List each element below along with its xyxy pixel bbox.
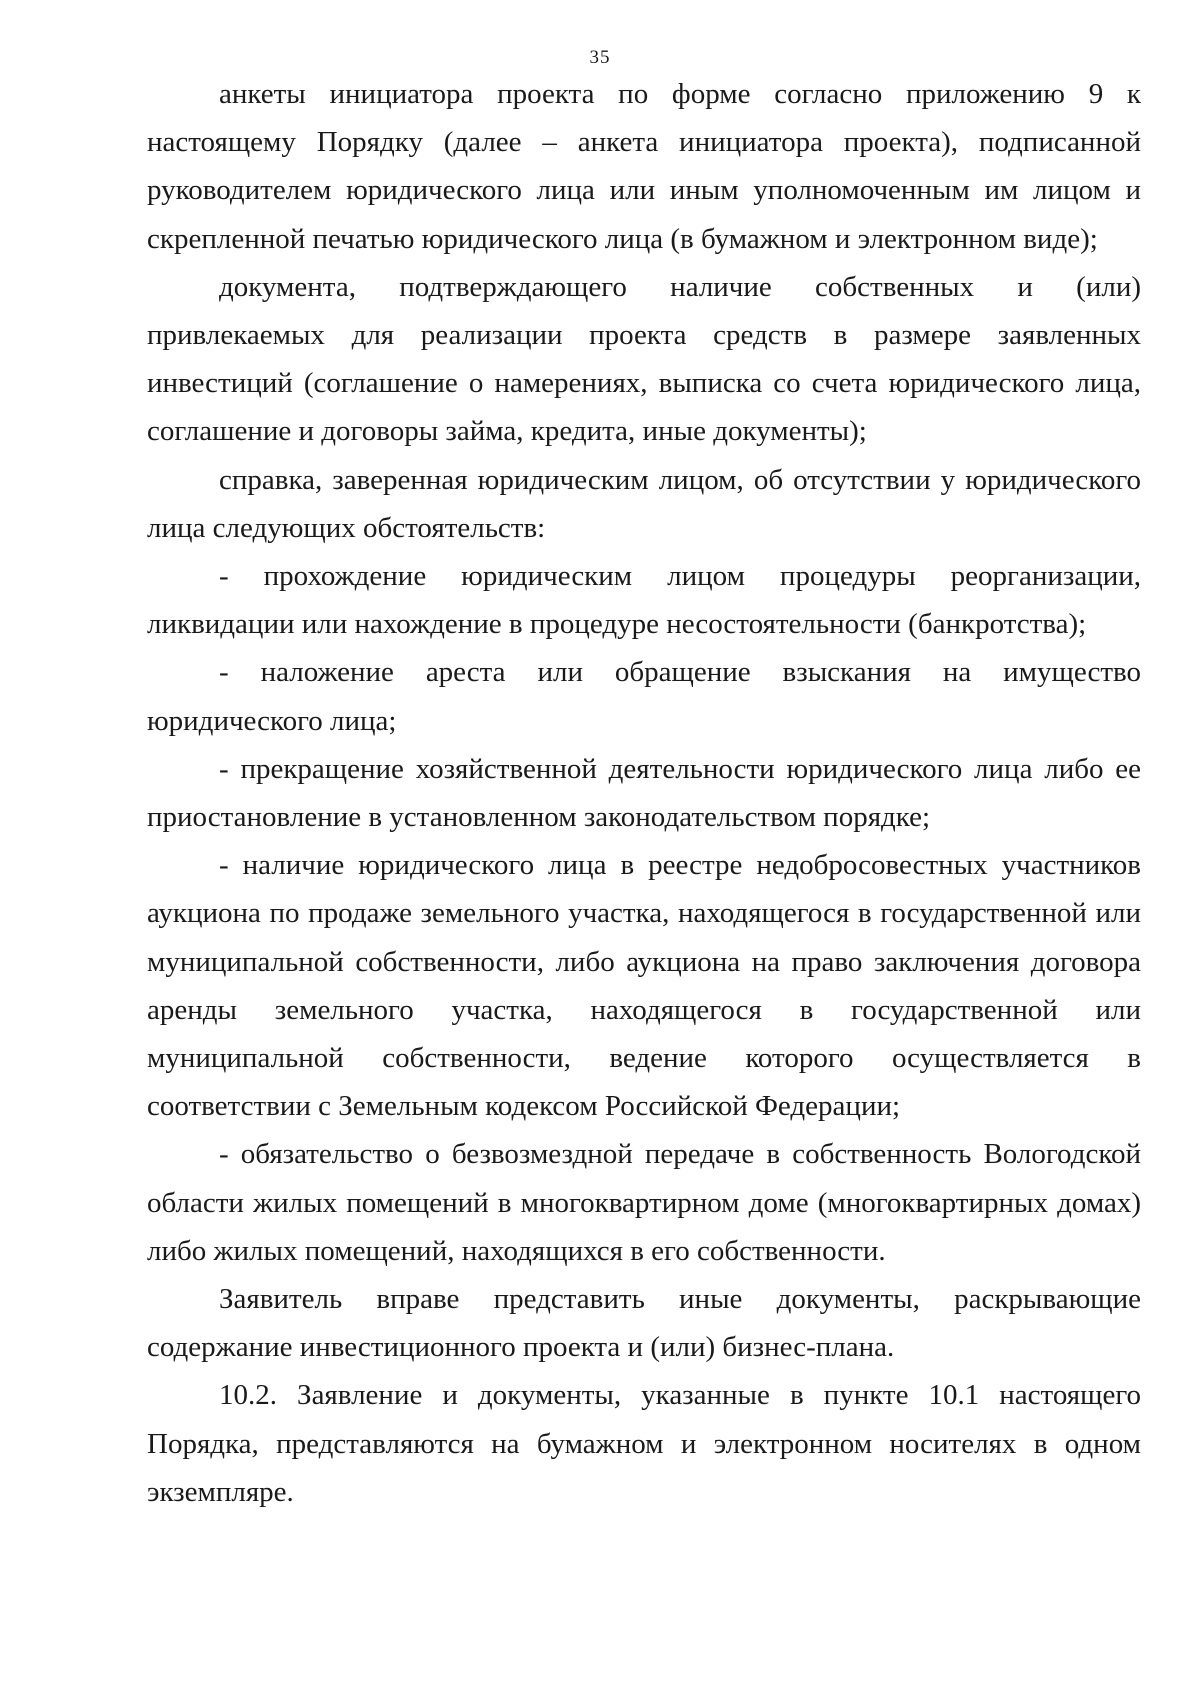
list-item-unfair-participants-registry: - наличие юридического лица в реестре недобросовестных участников аукциона по продаже земельного участка, находящегося в государственной или муниципальной собственности, либо аукциона на право заключения договора аренды земельного участка, находящегося в государственной или муниципальной собственности, ведение которого осуществляется в соответствии с Земельным кодексом Российской Федерации; (147, 849, 1141, 1123)
document-body (147, 70, 1141, 1516)
paragraph-section-10-2: 10.2. Заявление и документы, указанные в пункте 10.1 настоящего Порядка, представляются на бумажном и электронном носителях в одном экземпляре. (147, 1379, 1141, 1508)
paragraph-applicant-questionnaire: анкеты инициатора проекта по форме согласно приложению 9 к настоящему Порядку (далее – анкета инициатора проекта), подписанной руководителем юридического лица или иным уполномоченным им лицом и скрепленной печатью юридического лица (в бумажном и электронном виде); (147, 78, 1141, 255)
paragraph-funding-document: документа, подтверждающего наличие собственных и (или) привлекаемых для реализации проекта средств в размере заявленных инвестиций (соглашение о намерениях, выписка со счета юридического лица, соглашение и договоры займа, кредита, иные документы); (147, 270, 1141, 448)
list-item-property-arrest: - наложение ареста или обращение взыскания на имущество юридического лица; (147, 656, 1141, 737)
page-number: 35 (589, 47, 611, 68)
list-item-reorganization: - прохождение юридическим лицом процедуры реорганизации, ликвидации или нахождение в процедуре несостоятельности (банкротства); (147, 560, 1141, 641)
paragraph-additional-documents: Заявитель вправе представить иные документы, раскрывающие содержание инвестиционного проекта и (или) бизнес-плана. (147, 1283, 1141, 1364)
list-item-activity-termination: - прекращение хозяйственной деятельности юридического лица либо ее приостановление в установленном законодательством порядке; (147, 752, 1141, 834)
paragraph-certificate-intro: справка, заверенная юридическим лицом, об отсутствии у юридического лица следующих обстоятельств: (147, 463, 1141, 544)
list-item-housing-transfer-obligation: - обязательство о безвозмездной передаче в собственность Вологодской области жилых помещений в многоквартирном доме (многоквартирных домах) либо жилых помещений, находящихся в его собственности. (147, 1138, 1141, 1267)
